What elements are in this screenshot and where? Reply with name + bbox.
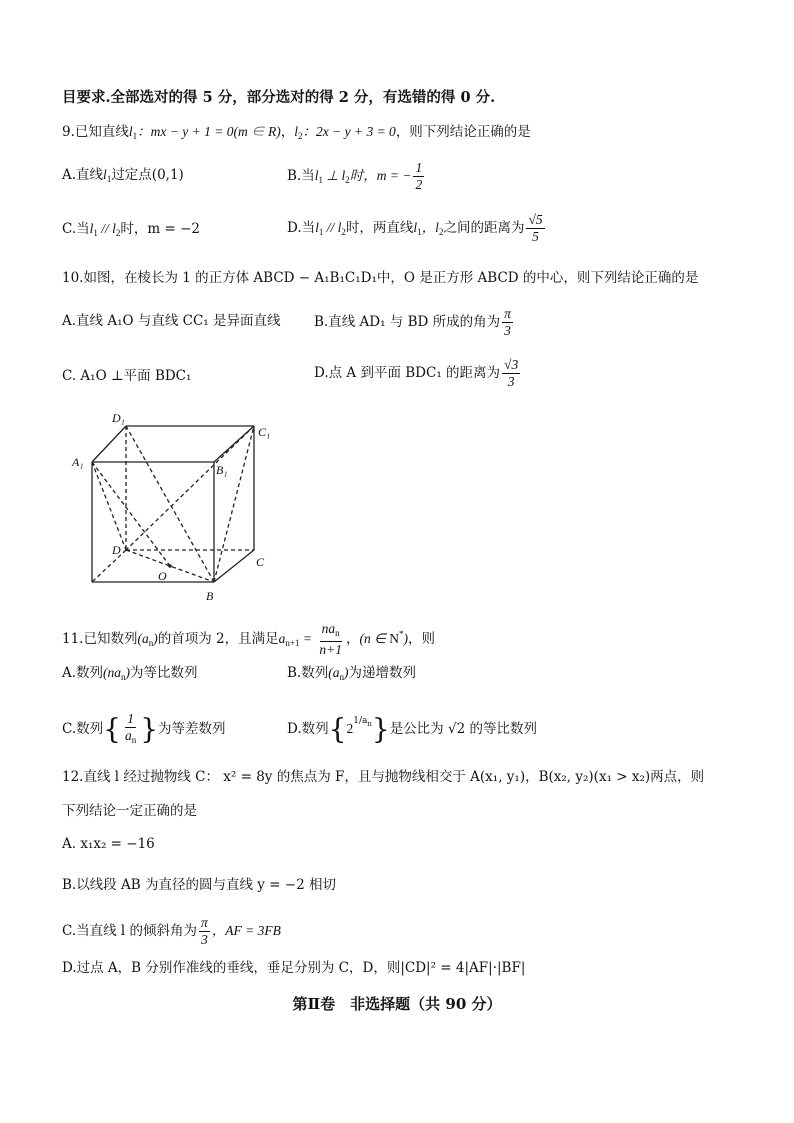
q9-option-d: D.当$l_1 // l_2$时，两直线$l_1$，$l_2$之间的距离为 $\frac{√5}{5}$ [287,212,543,244]
cube-figure [66,408,286,608]
header-note: 目要求.全部选对的得 5 分，部分选对的得 2 分，有选错的得 0 分. [62,89,496,106]
q12-option-b: B.以线段 AB 为直径的圆与直线 y = −2 相切 [62,877,336,893]
q12-option-d: D.过点 A，B 分别作准线的垂线，垂足分别为 C，D，则|CD|² = 4|AF|·|BF| [62,960,526,976]
q9-option-b: B.当$l_1$ ⊥ $l_2$时，m = − $\frac{1}{2}$ [287,160,423,192]
label-d: D [112,543,121,557]
q11-option-c: C.数列{ $\frac{1}{a_n}$ }为等差数列 [62,711,226,746]
q10-stem: 10.如图，在棱长为 1 的正方体 ABCD − A₁B₁C₁D₁中，O 是正方形 ABCD 的中心，则下列结论正确的是 [62,270,699,286]
label-b1: B₁ [216,463,228,477]
q11-option-b: B.数列$(a_n)$为递增数列 [287,665,416,682]
q11-option-a: A.数列$(na_n)$为等比数列 [62,665,198,682]
q11-option-d: D.数列$\{2^{1/a_n}\}$是公比为 √2 的等比数列 [287,712,537,746]
q9-option-a: A.直线$l_1$过定点(0,1) [62,167,184,184]
label-d1: D₁ [112,411,125,425]
q10-option-a: A.直线 A₁O 与直线 CC₁ 是异面直线 [62,313,281,329]
q12-stem-line1: 12.直线 l 经过抛物线 C： x² = 8y 的焦点为 F，且与抛物线相交于 A(x₁, y₁)，B(x₂, y₂)(x₁ > x₂)两点，则 [62,769,705,785]
q9-option-c: C.当$l_1 // l_2$时，m = −2 [62,221,201,238]
label-b: B [206,589,214,603]
q10-option-c: C. A₁O ⊥平面 BDC₁ [62,368,192,384]
q9-l2-equation: 2x − y + 3 = 0 [315,124,396,139]
q10-option-d: D.点 A 到平面 BDC₁ 的距离为 $\frac{√3}{3}$ [314,357,519,389]
q9-stem: 9.已知直线$l_1$：mx − y + 1 = 0(m ∈ R)，$l_2$：2x − y + 3 = 0，则下列结论正确的是 [62,124,531,141]
q11-stem: 11.已知数列$(a_n)$的首项为 2，且满足$a_{n+1}$ = $\frac{na_n}{n+1}$ ，(n ∈ N*)，则 [62,621,435,657]
label-a1: A₁ [72,455,84,469]
section-title: 第Ⅱ卷 非选择题（共 90 分） [292,995,502,1013]
label-o: O [158,569,167,583]
q10-option-b: B.直线 AD₁ 与 BD 所成的角为 $\frac{\pi}{3}$ [314,306,511,338]
label-c1: C₁ [258,425,271,439]
q12-stem-line2: 下列结论一定正确的是 [62,803,197,819]
q12-option-c: C.当直线 l 的倾斜角为 $\frac{\pi}{3}$ ，AF = 3FB [62,915,281,947]
label-c: C [256,555,265,569]
q9-l1-equation: mx − y + 1 = 0(m ∈ R) [150,124,281,139]
q12-option-a: A. x₁x₂ = −16 [62,836,155,852]
